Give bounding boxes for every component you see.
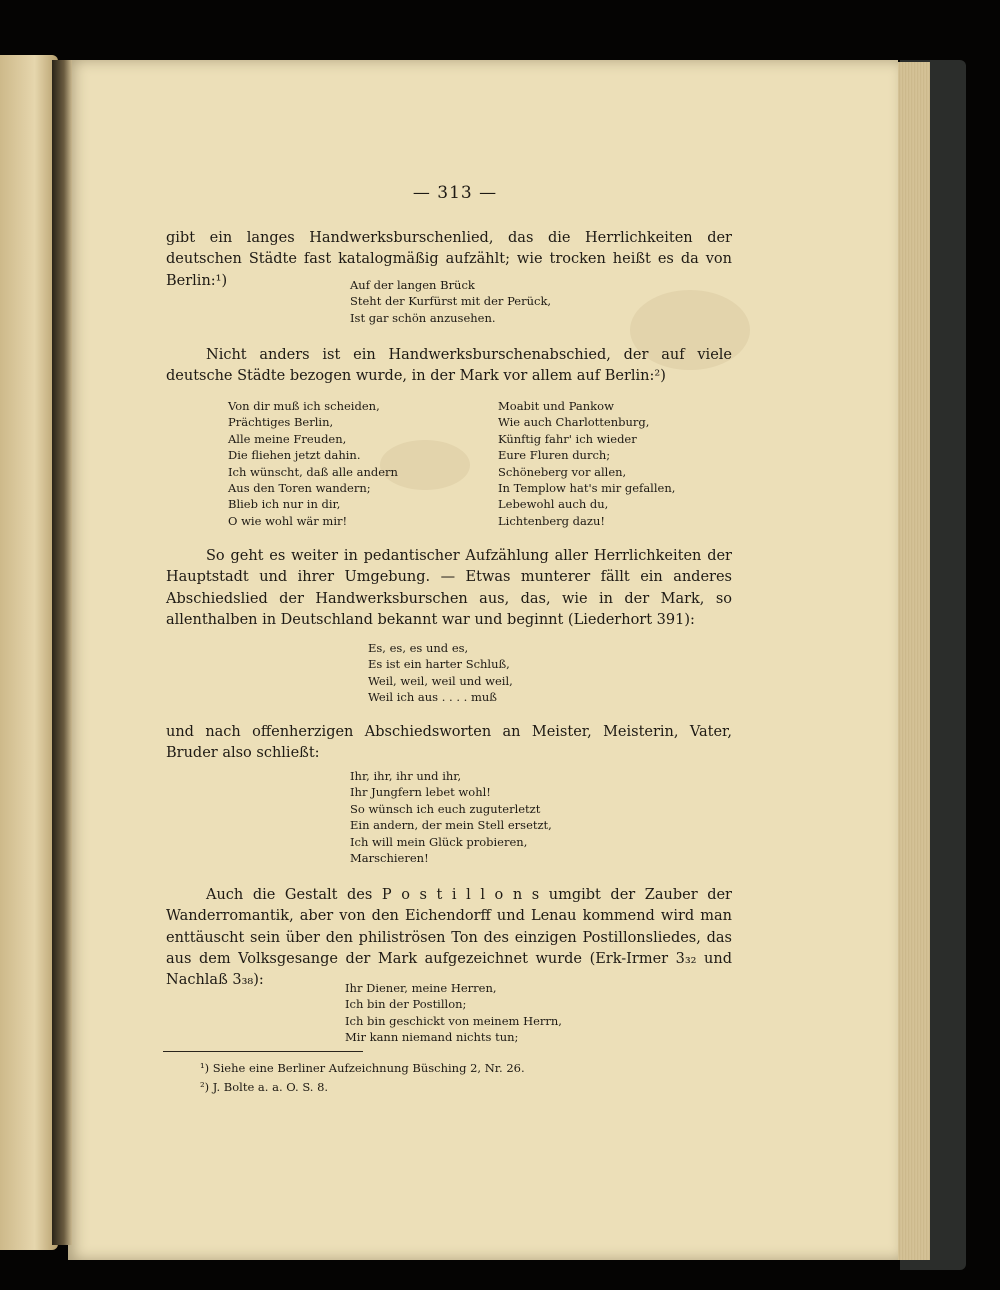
verse-line: Wie auch Charlottenburg,	[498, 415, 650, 430]
verse-line: Ihr, ihr, ihr und ihr,	[350, 769, 462, 783]
footnotes	[200, 1059, 525, 1097]
verse-line: Weil ich aus . . . . muß	[368, 690, 497, 705]
verse-line: Marschieren!	[350, 851, 429, 866]
verse-line: Mir kann niemand nichts tun;	[345, 1030, 519, 1045]
paragraph: So geht es weiter in pedantischer Aufzählung aller Herrlichkeiten der Hauptstadt und ihrer Umgebung. — Etwas munterer fällt ein anderes Abschiedslied der Handwerksburschen aus, das, wie in der Mark, so allenthalben in Deutschland bekannt war und beginnt (Liederhort 391):	[166, 548, 732, 628]
paragraph: Auch die Gestalt des P o s t i l l o n s umgibt der Zauber der Wanderromantik, aber von den Eichendorff und Lenau kommend wird man enttäuscht sein über den philiströsen Ton des einzigen Postillonsliedes, das aus dem Volksgesange der Mark aufgezeichnet wurde (Erk-Irmer 3₃₂ und Nachlaß 3₃₈):	[166, 887, 732, 989]
verse-line: O wie wohl wär mir!	[228, 513, 348, 528]
page-number: — 313 —	[412, 183, 498, 203]
verse-line: Ich wünscht, daß alle andern	[228, 464, 398, 479]
verse-block	[345, 980, 562, 1046]
verse-line: Ich bin geschickt von meinem Herrn,	[345, 1013, 562, 1028]
footnote: ²) J. Bolte a. a. O. S. 8.	[200, 1080, 329, 1094]
verse-line: Lichtenberg dazu!	[498, 513, 605, 528]
verse-block-right	[498, 398, 675, 529]
paragraph: und nach offenherzigen Abschiedsworten an Meister, Meisterin, Vater, Bruder also schließt:	[166, 724, 732, 762]
verse-line: Steht der Kurfürst mit der Perück,	[350, 294, 552, 309]
verse-line: Aus den Toren wandern;	[228, 481, 371, 496]
footnote: ¹) Siehe eine Berliner Aufzeichnung Büsching 2, Nr. 26.	[200, 1061, 525, 1075]
verse-line: Ihr Diener, meine Herren,	[345, 981, 497, 995]
verse-block	[350, 768, 552, 866]
verse-line: Die fliehen jetzt dahin.	[228, 448, 361, 463]
verse-block-left	[228, 398, 398, 529]
verse-line: Weil, weil, weil und weil,	[368, 673, 513, 688]
verse-line: Ich bin der Postillon;	[345, 997, 467, 1012]
verse-line: In Templow hat's mir gefallen,	[498, 481, 676, 496]
verse-line: Ihr Jungfern lebet wohl!	[350, 785, 491, 800]
verse-line: So wünsch ich euch zuguterletzt	[350, 801, 541, 816]
verse-line: Ich will mein Glück probieren,	[350, 834, 528, 849]
verse-line: Es, es, es und es,	[368, 641, 469, 655]
verse-line: Künftig fahr' ich wieder	[498, 431, 637, 446]
verse-line: Prächtiges Berlin,	[228, 415, 334, 430]
verse-line: Alle meine Freuden,	[228, 431, 347, 446]
verse-line: Ist gar schön anzusehen.	[350, 310, 496, 325]
verse-line: Von dir muß ich scheiden,	[228, 399, 380, 413]
left-page-edge	[0, 55, 58, 1250]
footnote-divider	[163, 1051, 363, 1052]
paragraph: Nicht anders ist ein Handwerksburschenabschied, der auf viele deutsche Städte bezogen wurde, in der Mark vor allem auf Berlin:²)	[166, 347, 732, 385]
verse-line: Es ist ein harter Schluß,	[368, 657, 510, 672]
verse-block	[350, 277, 551, 326]
book-gutter	[52, 60, 72, 1245]
verse-line: Ein andern, der mein Stell ersetzt,	[350, 818, 552, 833]
paragraph: gibt ein langes Handwerksburschenlied, das die Herrlichkeiten der deutschen Städte fast katalogmäßig aufzählt; wie trocken heißt es da von Berlin:¹)	[166, 230, 732, 289]
verse-line: Eure Fluren durch;	[498, 448, 611, 463]
verse-line: Blieb ich nur in dir,	[228, 497, 341, 512]
verse-block	[368, 640, 513, 706]
verse-line: Auf der langen Brück	[350, 278, 475, 292]
verse-line: Moabit und Pankow	[498, 399, 614, 413]
verse-line: Lebewohl auch du,	[498, 497, 609, 512]
verse-line: Schöneberg vor allen,	[498, 464, 627, 479]
